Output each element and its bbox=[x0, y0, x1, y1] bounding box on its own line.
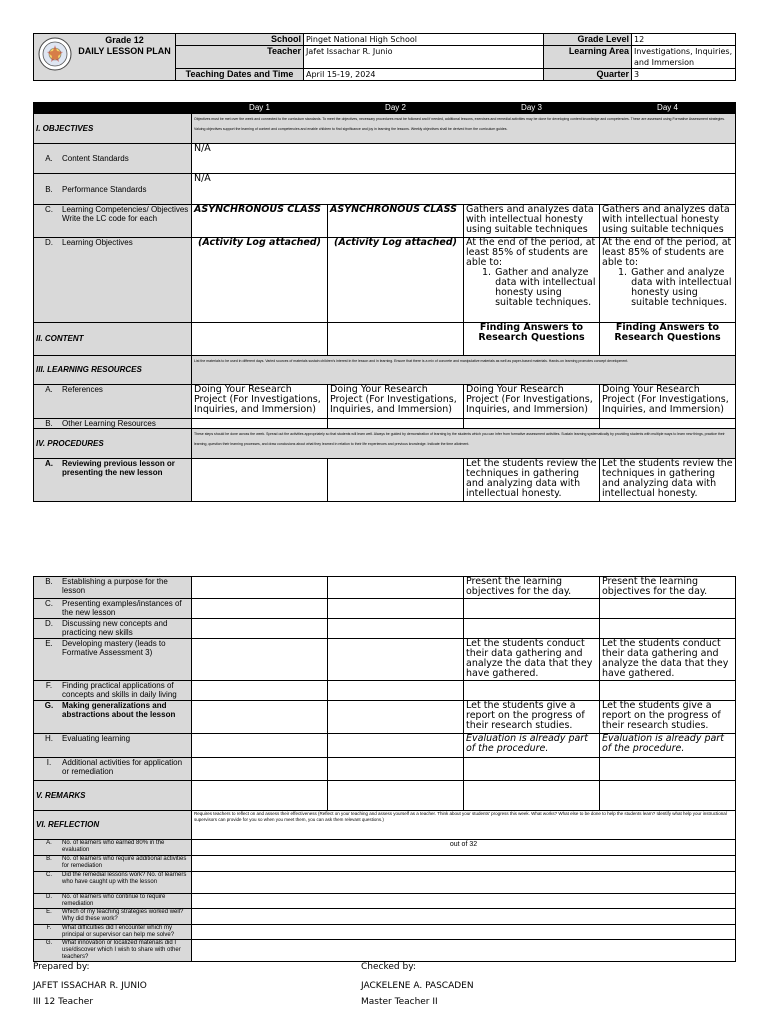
procedures-row bbox=[34, 429, 736, 459]
lo-item-day-3: Gather and analyze data with intellectual honesty using suitable techniques. bbox=[495, 267, 596, 308]
lo-item-num-day-4: 1. bbox=[618, 267, 628, 278]
day-4-header: Day 4 bbox=[600, 103, 736, 114]
reflection-f-row bbox=[34, 925, 736, 940]
deped-seal-icon bbox=[38, 37, 72, 71]
reflection-note: Requires teachers to reflect on and assess their effectiveness (Reflect on your teaching and assess yourself as a teacher. Think about your students' progress this week. What works? What else to be done to help the students learn? Identify what help your instructional supervisors can provide for you so when you meet them, you can ask them relevant questions.) bbox=[192, 811, 736, 840]
reflection-c-label: Did the remedial lessons work? No. of learners who have caught up with the lesson bbox=[62, 872, 187, 885]
content-standards-row bbox=[34, 144, 736, 174]
procedure-f-key: F. bbox=[45, 681, 53, 690]
procedure-e-label: Developing mastery (leads to Formative Assessment 3) bbox=[62, 639, 166, 657]
learning-area-label: Learning Area bbox=[544, 46, 632, 69]
procedure-i-key: I. bbox=[46, 758, 52, 767]
procedure-e-day-4: Let the students conduct their data gathering and analyze the data that they have gathered. bbox=[600, 639, 736, 681]
procedures-note: These steps should be done across the week. Spread out the activities appropriately so that students will learn well. Always be guided by demonstration of learning by the students which you can infer from formative assessment activities. Sustain learning systematically by providing students with multiple ways to learn new things, practice their learning, question their learning processes, and draw conclusions about what they learned in relation to their life experiences and previous knowledge. Indicate the time allotment. bbox=[192, 429, 736, 459]
procedure-a-row bbox=[34, 459, 736, 502]
competency-day-2: ASYNCHRONOUS CLASS bbox=[328, 205, 464, 238]
procedure-g-key: G. bbox=[44, 701, 54, 710]
day-2-header: Day 2 bbox=[328, 103, 464, 114]
reflection-e-key: E. bbox=[46, 909, 52, 915]
competencies-key: C. bbox=[45, 205, 53, 214]
lo-intro-day-3: At the end of the period, at least 85% of students are able to: bbox=[466, 237, 596, 268]
procedure-c-row bbox=[34, 599, 736, 619]
content-label: II. CONTENT bbox=[34, 323, 192, 356]
procedure-a-day-4: Let the students review the techniques in gathering and analyzing data with intellectual honesty. bbox=[600, 459, 736, 502]
content-day-3: Finding Answers to Research Questions bbox=[464, 323, 600, 356]
competency-day-1: ASYNCHRONOUS CLASS bbox=[192, 205, 328, 238]
grade-level-label: Grade Level bbox=[544, 34, 632, 46]
learning-objective-day-1: (Activity Log attached) bbox=[192, 238, 328, 323]
grade-title: Grade 12 bbox=[105, 35, 144, 45]
procedure-b-day-3: Present the learning objectives for the day. bbox=[464, 577, 600, 599]
learning-objectives-label: Learning Objectives bbox=[62, 238, 133, 247]
checked-by-name: JACKELENE A. PASCADEN bbox=[361, 981, 474, 991]
reflection-f-label: What difficulties did I encounter which my principal or supervisor can help me solve? bbox=[62, 925, 175, 938]
day-1-header: Day 1 bbox=[192, 103, 328, 114]
resources-note: List the materials to be used in different days. Varied sources of materials sustain children's interest in the lesson and in learning. Ensure that there is a mix of concrete and manipulative materials as well as paper-based materials. Hands-on learning promotes concept development. bbox=[192, 356, 736, 385]
dates-label: Teaching Dates and Time bbox=[176, 69, 304, 81]
prepared-by-title: III 12 Teacher bbox=[33, 997, 94, 1007]
other-resources-row bbox=[34, 419, 736, 429]
procedure-a-label: Reviewing previous lesson or presenting the new lesson bbox=[62, 459, 175, 477]
reflection-b-row bbox=[34, 856, 736, 872]
reflection-g-key: G. bbox=[45, 940, 53, 946]
reference-day-3: Doing Your Research Project (For Investigations, Inquiries, and Immersion) bbox=[464, 385, 600, 419]
procedure-d-key: D. bbox=[45, 619, 53, 628]
reference-day-1: Doing Your Research Project (For Investigations, Inquiries, and Immersion) bbox=[192, 385, 328, 419]
checked-by-block bbox=[361, 962, 474, 1007]
references-label: References bbox=[62, 385, 103, 394]
learning-objective-day-3 bbox=[464, 238, 600, 323]
procedure-h-key: H. bbox=[45, 734, 53, 743]
references-key: A. bbox=[45, 385, 53, 394]
learning-area-value: Investigations, Inquiries, and Immersion bbox=[632, 46, 736, 69]
reflection-row bbox=[34, 811, 736, 840]
resources-label: III. LEARNING RESOURCES bbox=[34, 356, 192, 385]
teacher-label: Teacher bbox=[176, 46, 304, 69]
procedure-h-day-4: Evaluation is already part of the procedure. bbox=[600, 734, 736, 758]
other-resources-label: Other Learning Resources bbox=[62, 419, 156, 428]
competencies-sublabel: Write the LC code for each bbox=[62, 214, 158, 223]
reflection-e-row bbox=[34, 909, 736, 925]
procedure-b-row bbox=[34, 577, 736, 599]
reflection-a-value: out of 32 bbox=[192, 840, 736, 856]
procedure-g-day-3: Let the students give a report on the progress of their research studies. bbox=[464, 701, 600, 734]
performance-standards-label: Performance Standards bbox=[62, 184, 147, 194]
procedure-h-day-3: Evaluation is already part of the procedure. bbox=[464, 734, 600, 758]
objectives-row bbox=[34, 114, 736, 144]
header-left bbox=[34, 34, 176, 81]
reflection-d-row bbox=[34, 894, 736, 909]
performance-standards-row bbox=[34, 174, 736, 205]
performance-standards-value: N/A bbox=[192, 174, 736, 205]
school-label: School bbox=[176, 34, 304, 46]
header-table bbox=[33, 33, 736, 81]
reference-day-4: Doing Your Research Project (For Investigations, Inquiries, and Immersion) bbox=[600, 385, 736, 419]
prepared-by-block bbox=[33, 962, 147, 1007]
reflection-a-row bbox=[34, 840, 736, 856]
procedure-a-day-3: Let the students review the techniques in gathering and analyzing data with intellectual honesty. bbox=[464, 459, 600, 502]
procedure-c-key: C. bbox=[45, 599, 53, 608]
reflection-e-label: Which of my teaching strategies worked well? Why did these work? bbox=[62, 909, 184, 922]
objectives-label: I. OBJECTIVES bbox=[34, 114, 192, 144]
other-resources-key: B. bbox=[45, 419, 53, 428]
reflection-b-key: B. bbox=[46, 856, 52, 862]
procedure-f-row bbox=[34, 681, 736, 701]
school-value: Pinget National High School bbox=[304, 34, 544, 46]
procedure-c-label: Presenting examples/instances of the new lesson bbox=[62, 599, 182, 617]
day-header-row bbox=[34, 103, 736, 114]
content-row bbox=[34, 323, 736, 356]
procedure-g-day-4: Let the students give a report on the progress of their research studies. bbox=[600, 701, 736, 734]
day-3-header: Day 3 bbox=[464, 103, 600, 114]
procedure-d-label: Discussing new concepts and practicing new skills bbox=[62, 619, 168, 637]
dates-value: April 15-19, 2024 bbox=[304, 69, 544, 81]
procedure-b-label: Establishing a purpose for the lesson bbox=[62, 577, 168, 595]
lo-intro-day-4: At the end of the period, at least 85% of students are able to: bbox=[602, 237, 732, 268]
plan-title: DAILY LESSON PLAN bbox=[78, 46, 171, 56]
references-row bbox=[34, 385, 736, 419]
reflection-c-key: C. bbox=[46, 872, 52, 878]
procedure-e-key: E. bbox=[45, 639, 53, 648]
checked-by-title: Master Teacher II bbox=[361, 997, 438, 1007]
teacher-value: Jafet Issachar R. Junio bbox=[304, 46, 544, 69]
procedure-e-day-3: Let the students conduct their data gathering and analyze the data that they have gathered. bbox=[464, 639, 600, 681]
learning-objectives-key: D. bbox=[45, 238, 53, 247]
reflection-a-label: No. of learners who earned 80% in the evaluation bbox=[62, 840, 165, 853]
performance-standards-key: B. bbox=[45, 184, 53, 194]
content-standards-label: Content Standards bbox=[62, 154, 129, 163]
procedure-g-row bbox=[34, 701, 736, 734]
procedure-i-label: Additional activities for application or remediation bbox=[62, 758, 183, 776]
procedure-i-row bbox=[34, 758, 736, 781]
content-day-4: Finding Answers to Research Questions bbox=[600, 323, 736, 356]
procedure-d-row bbox=[34, 619, 736, 639]
procedure-e-row bbox=[34, 639, 736, 681]
reflection-label: VI. REFLECTION bbox=[34, 811, 192, 840]
reflection-b-label: No. of learners who require additional activities for remediation bbox=[62, 856, 187, 869]
lo-item-num-day-3: 1. bbox=[482, 267, 492, 278]
content-standards-key: A. bbox=[45, 154, 53, 163]
lesson-plan-table bbox=[33, 102, 736, 502]
procedures-label: IV. PROCEDURES bbox=[34, 429, 192, 459]
competency-day-3: Gathers and analyzes data with intellectual honesty using suitable techniques bbox=[464, 205, 600, 238]
procedure-h-label: Evaluating learning bbox=[62, 734, 131, 743]
procedure-f-label: Finding practical applications of concepts and skills in daily living bbox=[62, 681, 177, 699]
prepared-by-label: Prepared by: bbox=[33, 962, 90, 972]
reference-day-2: Doing Your Research Project (For Investigations, Inquiries, and Immersion) bbox=[328, 385, 464, 419]
content-standards-value: N/A bbox=[192, 144, 736, 174]
reflection-c-row bbox=[34, 872, 736, 894]
reflection-f-key: F. bbox=[46, 925, 52, 931]
resources-row bbox=[34, 356, 736, 385]
checked-by-label: Checked by: bbox=[361, 962, 416, 972]
grade-level-value: 12 bbox=[632, 34, 736, 46]
remarks-row bbox=[34, 781, 736, 811]
prepared-by-name: JAFET ISSACHAR R. JUNIO bbox=[33, 981, 147, 991]
competency-day-4: Gathers and analyzes data with intellectual honesty using suitable techniques bbox=[600, 205, 736, 238]
reflection-d-label: No. of learners who continue to require remediation bbox=[62, 894, 166, 907]
procedure-b-day-4: Present the learning objectives for the day. bbox=[600, 577, 736, 599]
lesson-plan-table-continued bbox=[33, 576, 736, 962]
quarter-label: Quarter bbox=[544, 69, 632, 81]
objectives-note: Objectives must be met over the week and connected to the curriculum standards. To meet the objectives, necessary procedures must be followed and if needed, additional lessons, exercises and remedial activities may be done for developing content knowledge and competencies. These are assessed using Formative Assessment strategies. Valuing objectives support the learning of content and competencies and enable children to find significance and joy in learning the lessons. Weekly objectives shall be derived from the curriculum guides. bbox=[192, 114, 736, 144]
procedure-g-label: Making generalizations and abstractions about the lesson bbox=[62, 701, 176, 719]
competencies-row bbox=[34, 205, 736, 238]
reflection-g-row bbox=[34, 940, 736, 962]
procedure-b-key: B. bbox=[45, 577, 53, 586]
reflection-a-key: A. bbox=[46, 840, 52, 846]
reflection-g-label: What innovation or localized materials did I use/discover which I wish to share with other teachers? bbox=[62, 940, 181, 960]
procedure-h-row bbox=[34, 734, 736, 758]
reflection-d-key: D. bbox=[46, 894, 52, 900]
procedure-a-key: A. bbox=[45, 459, 53, 468]
remarks-label: V. REMARKS bbox=[34, 781, 192, 811]
lo-item-day-4: Gather and analyze data with intellectual honesty using suitable techniques. bbox=[631, 267, 732, 308]
learning-objective-day-2: (Activity Log attached) bbox=[328, 238, 464, 323]
learning-objective-day-4 bbox=[600, 238, 736, 323]
competencies-label: Learning Competencies/ Objectives bbox=[62, 205, 189, 214]
quarter-value: 3 bbox=[632, 69, 736, 81]
learning-objectives-row bbox=[34, 238, 736, 323]
